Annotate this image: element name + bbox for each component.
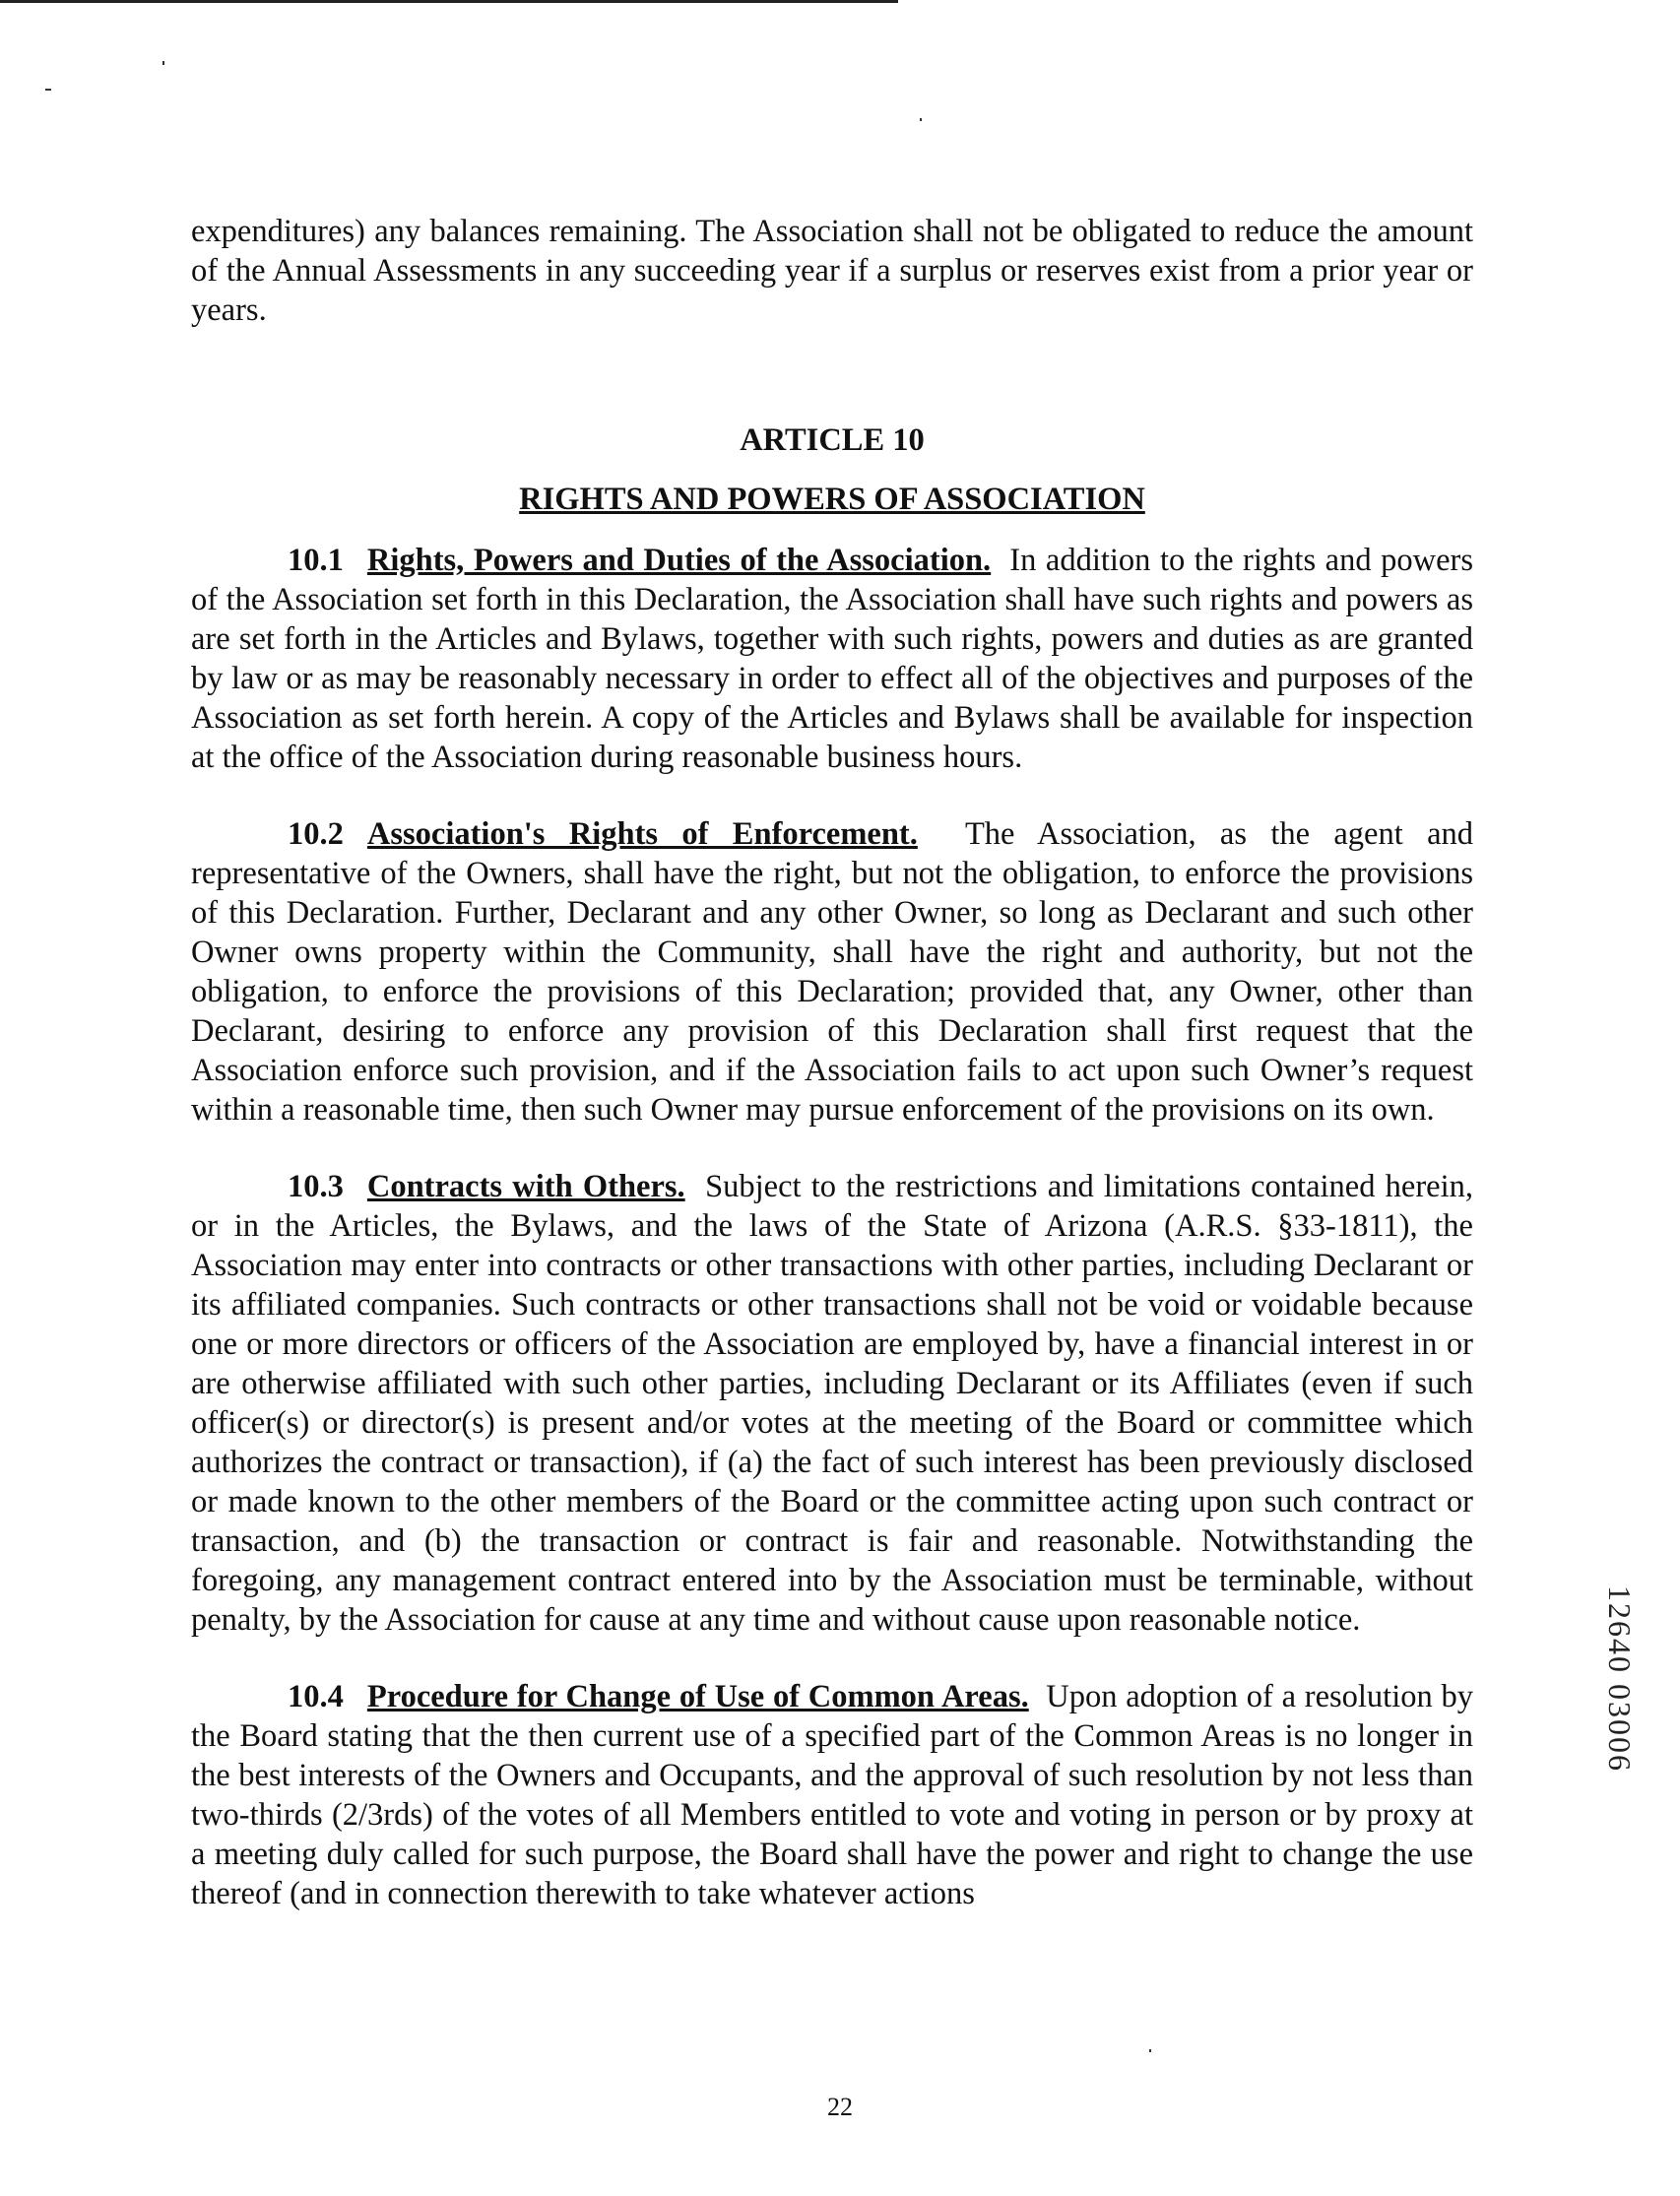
section-heading: Contracts with Others. <box>366 1169 685 1204</box>
article-title <box>191 482 1473 518</box>
section-heading: Rights, Powers and Duties of the Association. <box>366 543 992 578</box>
section-10-3 <box>191 1167 1473 1640</box>
section-body: The Association, as the agent and representative of the Owners, shall have the right, but not the obligation, to enforce the provisions of this Declaration. Further, Declarant and any other Owner, so long as Declarant and such other Owner owns property within the Community, shall have the right and authority, but not the obligation, to enforce the provisions of this Declaration; provided that, any Owner, other than Declarant, desiring to enforce any provision of this Declaration shall first request that the Association enforce such provision, and if the Association fails to act upon such Owner’s request within a reasonable time, then such Owner may pursue enforcement of the provisions on its own. <box>191 816 1473 1128</box>
scan-speck <box>162 61 164 65</box>
scan-speck <box>45 89 51 91</box>
scan-speck <box>1149 2049 1151 2052</box>
page-number: 22 <box>827 2093 853 2121</box>
section-number: 10.1 <box>288 543 344 578</box>
article-label: ARTICLE 10 <box>740 422 925 458</box>
section-heading: Association's Rights of Enforcement. <box>366 816 918 852</box>
section-number: 10.3 <box>288 1169 344 1204</box>
section-10-1 <box>191 541 1473 777</box>
section-heading: Procedure for Change of Use of Common Areas. <box>366 1679 1029 1714</box>
article-title-text: RIGHTS AND POWERS OF ASSOCIATION <box>519 482 1145 517</box>
section-body: In addition to the rights and powers of the Association set forth in this Declaration, the Association shall have such rights and powers as are set forth in the Articles and Bylaws, together with such rights, powers and duties as are granted by law or as may be reasonably necessary in order to effect all of the objectives and purposes of the Association as set forth herein. A copy of the Articles and Bylaws shall be available for inspection at the office of the Association during reasonable business hours. <box>191 543 1473 775</box>
section-number: 10.4 <box>288 1679 344 1714</box>
section-10-4 <box>191 1677 1473 1913</box>
document-page <box>191 212 1473 1913</box>
scan-speck <box>920 118 922 121</box>
scan-top-edge <box>0 0 898 3</box>
continuation-paragraph: expenditures) any balances remaining. The Association shall not be obligated to reduce the amount of the Annual Assessments in any succeeding year if a surplus or reserves exist from a prior year or years. <box>191 214 1473 328</box>
recording-stamp-number: 12640 03006 <box>1602 1585 1638 1773</box>
section-body: Subject to the restrictions and limitations contained herein, or in the Articles, the Bylaws, and the laws of the State of Arizona (A.R.S. §33-1811), the Association may enter into contracts or other transactions with other parties, including Declarant or its affiliated companies. Such contracts or other transactions shall not be void or voidable because one or more directors or officers of the Association are employed by, have a financial interest in or are otherwise affiliated with such other parties, including Declarant or its Affiliates (even if such officer(s) or director(s) is present and/or votes at the meeting of the Board or committee which authorizes the contract or transaction), if (a) the fact of such interest has been previously disclosed or made known to the other members of the Board or the committee acting upon such contract or transaction, and (b) the transaction or contract is fair and reasonable. Notwithstanding the foregoing, any management contract entered into by the Association must be terminable, without penalty, by the Association for cause at any time and without cause upon reasonable notice. <box>191 1169 1473 1638</box>
section-body: Upon adoption of a resolution by the Board stating that the then current use of a specified part of the Common Areas is no longer in the best interests of the Owners and Occupants, and the approval of such resolution by not less than two-thirds (2/3rds) of the votes of all Members entitled to vote and voting in person or by proxy at a meeting duly called for such purpose, the Board shall have the power and right to change the use thereof (and in connection therewith to take whatever actions <box>191 1679 1473 1911</box>
section-number: 10.2 <box>288 816 344 852</box>
section-10-2 <box>191 814 1473 1130</box>
